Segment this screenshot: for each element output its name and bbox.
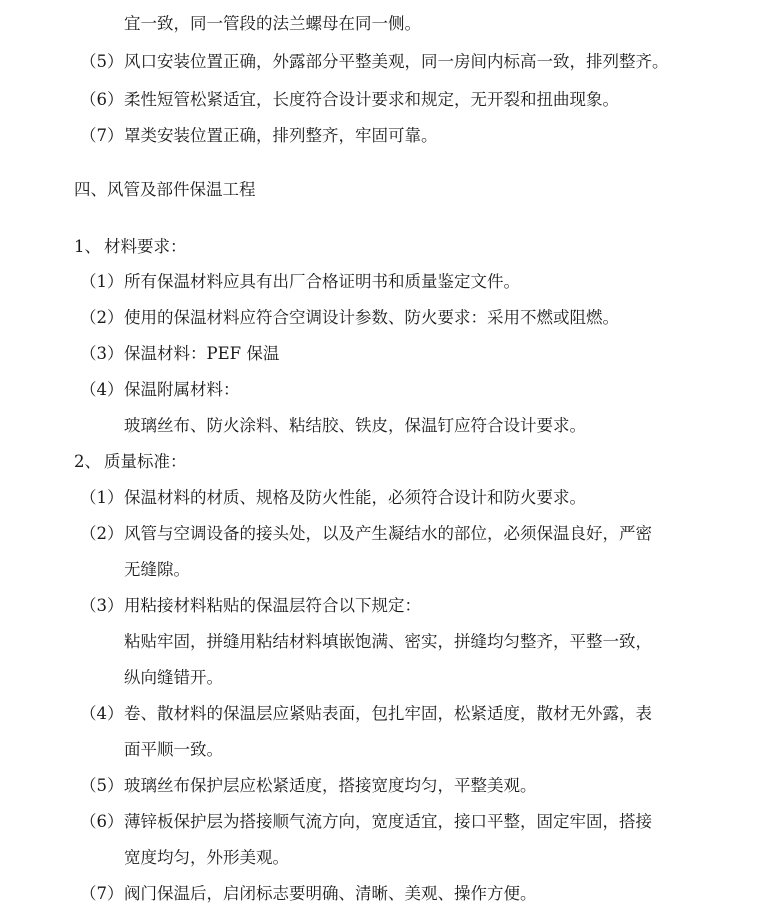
text-line: 保温材料的材质、规格及防火性能，必须符合设计和防火要求。 [124, 488, 586, 507]
text-line: 柔性短管松紧适宜，长度符合设计要求和规定，无开裂和扭曲现象。 [124, 90, 619, 109]
item-number: （5） [80, 776, 124, 795]
text-line: 粘贴牢固，拼缝用粘结材料填嵌饱满、密实，拼缝均匀整齐，平整一致， [124, 632, 652, 651]
item-number: （3） [80, 596, 124, 615]
text-line: 风管与空调设备的接头处，以及产生凝结水的部位，必须保温良好，严密 [124, 524, 652, 543]
text-line: 玻璃丝布保护层应松紧适度，搭接宽度均匀，平整美观。 [124, 776, 537, 795]
item-number: （3） [80, 344, 124, 363]
subsection-heading: 材料要求： [104, 237, 187, 256]
text-line: 卷、散材料的保温层应紧贴表面，包扎牢固，松紧适度，散材无外露，表 [124, 704, 652, 723]
item-number: （2） [80, 308, 124, 327]
text-line: 无缝隙。 [124, 560, 190, 579]
item-number: （6） [80, 90, 124, 109]
text-line: 阀门保温后，启闭标志要明确、清晰、美观、操作方便。 [124, 884, 537, 903]
item-number: （5） [80, 52, 124, 71]
text-line: 玻璃丝布、防火涂料、粘结胶、铁皮，保温钉应符合设计要求。 [124, 416, 586, 435]
item-number: （6） [80, 812, 124, 831]
text-line: 宜一致，同一管段的法兰螺母在同一侧。 [124, 14, 421, 33]
item-number: （7） [80, 126, 124, 145]
item-number: （2） [80, 524, 124, 543]
text-line: 使用的保温材料应符合空调设计参数、防火要求：采用不燃或阻燃。 [124, 308, 619, 327]
text-line: 保温材料：PEF 保温 [124, 344, 280, 363]
section-heading: 四、风管及部件保温工程 [74, 180, 256, 199]
item-number: （1） [80, 272, 124, 291]
item-number: （7） [80, 884, 124, 903]
item-number: （4） [80, 380, 124, 399]
item-number: （1） [80, 488, 124, 507]
text-line: 所有保温材料应具有出厂合格证明书和质量鉴定文件。 [124, 272, 520, 291]
text-line: 宽度均匀，外形美观。 [124, 848, 289, 867]
text-line: 风口安装位置正确，外露部分平整美观，同一房间内标高一致，排列整齐。 [124, 52, 669, 71]
text-line: 面平顺一致。 [124, 740, 223, 759]
text-line: 用粘接材料粘贴的保温层符合以下规定： [124, 596, 421, 615]
text-line: 纵向缝错开。 [124, 668, 223, 687]
text-line: 薄锌板保护层为搭接顺气流方向，宽度适宜，接口平整，固定牢固，搭接 [124, 812, 652, 831]
subsection-heading: 质量标准： [104, 452, 187, 471]
item-number: （4） [80, 704, 124, 723]
item-number: 1、 [74, 237, 101, 256]
item-number: 2、 [74, 452, 101, 471]
text-line: 罩类安装位置正确，排列整齐，牢固可靠。 [124, 126, 438, 145]
text-line: 保温附属材料： [124, 380, 240, 399]
